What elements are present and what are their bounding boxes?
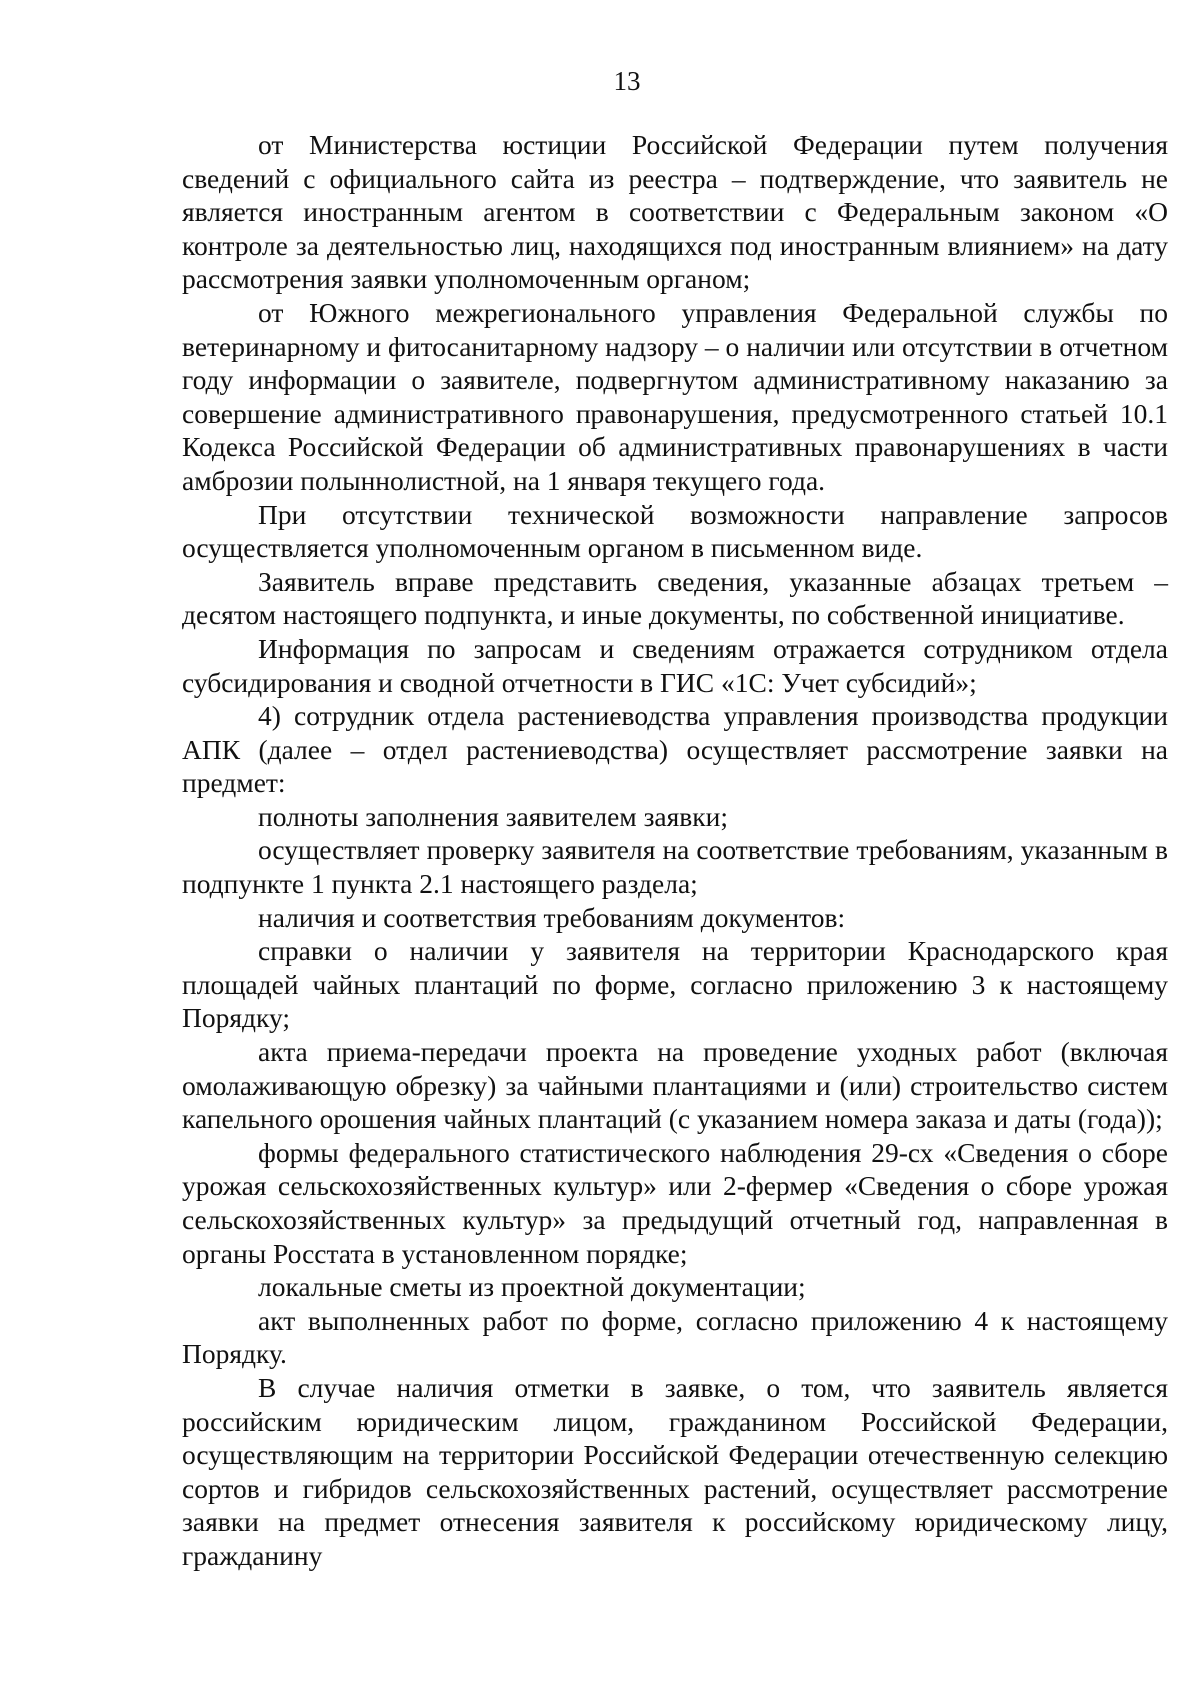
page-number: 13: [613, 66, 641, 96]
paragraph-no-technical-possibility: При отсутствии технической возможности направление запросов осуществляется уполномоченным органом в письменном виде.: [182, 498, 1168, 564]
paragraph-completeness: полноты заполнения заявителем заявки;: [258, 800, 728, 832]
paragraph-documents: наличия и соответствия требованиям документов:: [258, 901, 846, 933]
paragraph-russian-entity: В случае наличия отметки в заявке, о том, что заявитель является российским юридическим лицом, гражданином Российской Федерации, осуществляющим на территории Российской Федерации отечественную селекцию сортов и гибридов сельскохозяйственных растений, осуществляет рассмотрение заявки на предмет отнесения заявителя к российскому юридическому лицу, гражданину: [182, 1371, 1168, 1571]
paragraph-local-estimates: локальные сметы из проектной документации;: [258, 1271, 806, 1303]
paragraph-requirements-check: осуществляет проверку заявителя на соответствие требованиям, указанным в подпункте 1 пункта 2.1 настоящего раздела;: [182, 834, 1168, 900]
paragraph-statistical-form: формы федерального статистического наблюдения 29-сх «Сведения о сборе урожая сельскохозяйственных культур» или 2-фермер «Сведения о сборе урожая сельскохозяйственных культур» за предыдущий отчетный год, направленная в органы Росстата в установленном порядке;: [182, 1136, 1168, 1269]
paragraph-certificate: справки о наличии у заявителя на территории Краснодарского края площадей чайных плантаций по форме, согласно приложению 3 к настоящему Порядку;: [182, 935, 1168, 1034]
paragraph-information-reflection: Информация по запросам и сведениям отражается сотрудником отдела субсидирования и сводной отчетности в ГИС «1С: Учет субсидий»;: [182, 632, 1168, 698]
paragraph-applicant-right: Заявитель вправе представить сведения, указанные абзацах третьем – десятом настоящего подпункта, и иные документы, по собственной инициативе.: [182, 565, 1168, 631]
paragraph-ministry-justice: от Министерства юстиции Российской Федерации путем получения сведений с официального сайта из реестра – подтверждение, что заявитель не является иностранным агентом в соответствии с Федеральным законом «О контроле за деятельностью лиц, находящихся под иностранным влиянием» на дату рассмотрения заявки уполномоченным органом;: [182, 129, 1168, 295]
paragraph-veterinary-service: от Южного межрегионального управления Федеральной службы по ветеринарному и фитосанитарному надзору – о наличии или отсутствии в отчетном году информации о заявителе, подвергнутом административному наказанию за совершение административного правонарушения, предусмотренного статьей 10.1 Кодекса Российской Федерации об административных правонарушениях в части амброзии полыннолистной, на 1 января текущего года.: [182, 296, 1168, 496]
paragraph-completed-works-act: акт выполненных работ по форме, согласно приложению 4 к настоящему Порядку.: [182, 1304, 1168, 1370]
body-text: [182, 128, 1168, 1573]
paragraph-transfer-act: акта приема-передачи проекта на проведение уходных работ (включая омолаживающую обрезку) за чайными плантациями и (или) строительство систем капельного орошения чайных плантаций (с указанием номера заказа и даты (года));: [182, 1036, 1168, 1135]
paragraph-item-4: 4) сотрудник отдела растениеводства управления производства продукции АПК (далее – отдел растениеводства) осуществляет рассмотрение заявки на предмет:: [182, 700, 1168, 799]
